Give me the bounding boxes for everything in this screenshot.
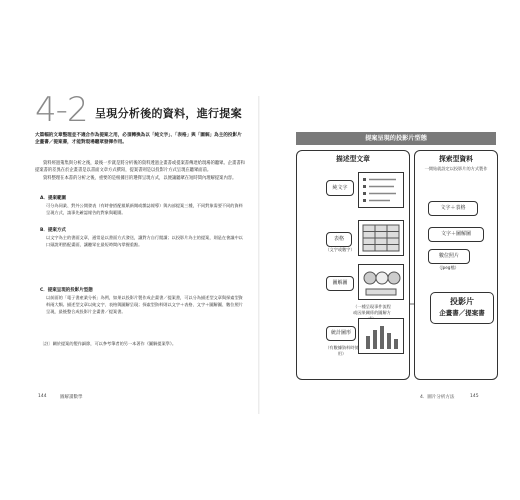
stats-caption: （有數據資料時使用）	[325, 345, 359, 356]
plain-text-slide-icon	[358, 172, 404, 208]
book-gutter	[258, 96, 260, 414]
plain-text-box: 純文字	[326, 180, 354, 196]
photo-caption: （Jpeg檔）	[437, 265, 459, 270]
footnote: 〔註〕關於提案的製作細節，可以參考筆者的另一本著作《圖解提案學》。	[40, 341, 177, 346]
final-proposal-box	[430, 292, 494, 324]
section-title: 呈現分析後的資料，進行提案	[95, 107, 242, 120]
table-slide-icon	[358, 220, 404, 256]
text-table-box: 文字＋表格	[428, 201, 478, 216]
table-caption: （文字或數字）	[325, 247, 355, 252]
diagram-title: 提案呈現的投影片型態	[296, 132, 496, 145]
item-body-c: 以前面的「電子書產業分析」為例，如果以投影片製作成企畫書／提案書，可以分為描述型文章與探索型資料兩大類。描述型文章以純文字、表格與圖解呈現；探索型資料則以文字＋表格、文字＋圖解圖、數位照片呈現，最後整合成投影片企畫書／提案書。	[46, 295, 243, 314]
slide-types-diagram	[296, 132, 496, 398]
stats-slide-icon	[358, 318, 404, 354]
lane-title-descriptive: 描述型文章	[336, 155, 370, 163]
item-heading-b: B．提案方式	[40, 228, 66, 233]
table-box: 表格	[326, 232, 352, 247]
page-number-right: 145	[470, 394, 479, 399]
item-heading-a: A．提案範圍	[40, 196, 66, 201]
lead-paragraph: 大篇幅的文章整理並不適合作為提案之用，必須轉換為以「純文字」、「表格」與「圖解」為主的投影片企畫書／提案書，才能對現場聽眾發揮作用。	[35, 133, 242, 146]
page-number-left: 144	[38, 394, 47, 399]
final-box-line2: 企畫書／提案書	[439, 309, 485, 317]
body-text	[35, 160, 245, 183]
running-footer-right: 4．圖片分析方法	[420, 395, 455, 400]
running-footer-left: 圖解讀數學	[60, 395, 83, 400]
chart-caption: （一種呈現事件流程或因果關係的圖解方	[353, 304, 391, 315]
text-chart-box: 文字＋圖解圖	[428, 227, 484, 242]
body-paragraph: 資料經過蒐集與分析之後，最後一步就是將分析後的資料透過企畫書或提案書傳達給現場的聽眾。企畫書和提案書的差異在於企畫書是以書面文章方式撰寫，提案書則是以投影片方式呈現在聽眾面前。	[35, 161, 245, 173]
chart-slide-icon	[358, 264, 404, 300]
item-heading-c: C．提案呈現的投影片型態	[40, 288, 93, 293]
photo-box: 數位照片	[428, 249, 470, 264]
section-number: 4-2	[35, 90, 88, 130]
item-body-b: 以文字為主的書面文章，通常是以書面方式發送，讓對方自行閱讀；以投影片為主的提案，則是在會議中以口頭說明搭配畫面，讓聽眾在最短時間內掌握重點。	[46, 235, 243, 247]
explore-caption: 一開始就設定以投影片的方式製作	[424, 166, 488, 171]
body-paragraph: 資料整理在本書的分析之後，重要的是根據目的選擇呈現方式，以便讓聽眾在短時間內理解提案內容。	[43, 176, 237, 181]
lane-title-exploratory: 探索型資料	[439, 155, 473, 163]
item-body-a: 可分為同業、對外公開發表（有時會搭配報紙新聞或雜誌報導）與內部提案三種，不同對象需要不同的資料呈現方式，請事先確認報告的對象與範圍。	[46, 203, 243, 215]
chart-box: 圖解圖	[326, 276, 354, 291]
final-box-line1: 投影片	[450, 297, 474, 306]
stats-graph-box: 統計圖形	[326, 326, 356, 341]
